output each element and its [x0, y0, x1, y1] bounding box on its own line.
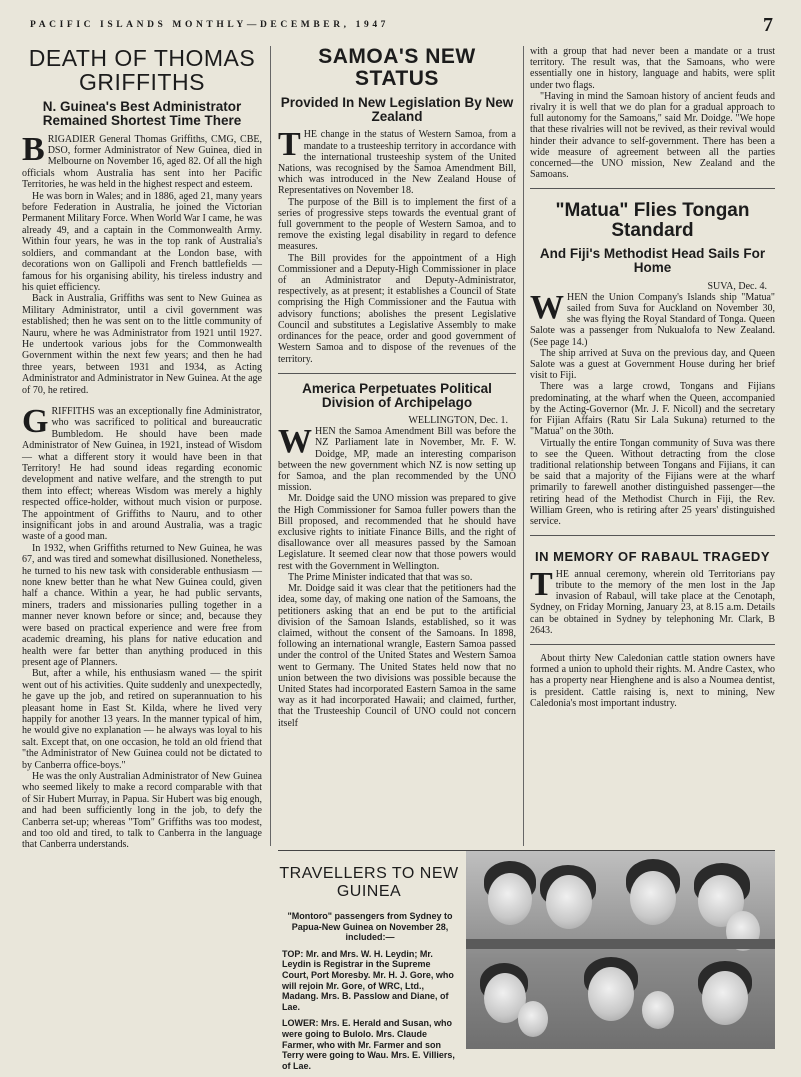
samoa-subtitle: Provided In New Legislation By New Zealand — [280, 95, 514, 125]
page-number: 7 — [763, 14, 773, 36]
column-rule — [270, 46, 271, 846]
america-title: America Perpetuates Political Division of Archipelago — [302, 380, 492, 410]
matua-paragraph: There was a large crowd, Tongans and Fijians predominating, at the wharf when the Queen, accompanied by the Acting-Governor (Mr. J. F. Nicoll) and the secretary for Fijian Affairs (Ratu Sir Lala Sukuna) returned to the "Matua" on the 30th. — [530, 381, 775, 438]
divider — [530, 188, 775, 189]
griffiths-paragraph: BRIGADIER General Thomas Griffiths, CMG, CBE, DSO, former Administrator of New Guinea, died in Melbourne on November 16, aged 82. Of all the high officials whom Australia has sent into her Pacific Territories, he was held in the highest respect and esteem. — [22, 130, 262, 191]
samoa-paragraph: The purpose of the Bill is to implement the first of a series of progressive steps towards the eventual grant of full government to the people of Western Samoa, and to remove the existing legal disability in regard to defence measures. — [278, 196, 516, 253]
divider — [530, 644, 775, 645]
caledonia-paragraph: About thirty New Caledonian cattle station owners have formed a union to uphold their rights. M. Andre Castex, who has a property near Hienghene and is also a Noumea dentist, is president. Cattle raising is, next to mining, New Caledonia's most important industry. — [530, 652, 775, 709]
masthead: PACIFIC ISLANDS MONTHLY—DECEMBER, 1947 — [30, 20, 390, 30]
divider — [530, 535, 775, 536]
column-rule — [523, 46, 524, 846]
america-dateline: WELLINGTON, Dec. 1. — [408, 415, 508, 427]
right-column — [530, 46, 775, 709]
america-paragraph: The Prime Minister indicated that that was so. — [288, 571, 473, 583]
rabaul-title: IN MEMORY OF RABAUL TRAGEDY — [535, 549, 770, 565]
divider — [278, 373, 516, 374]
samoa-title: SAMOA'S NEW STATUS — [318, 45, 476, 91]
samoa-paragraph: THE change in the status of Western Samoa, from a mandate to a trusteeship territory in accordance with the international trusteeship system of the United Nations, was recognised by the Samoa Amendment Bill, which was introduced in the New Zealand House of Representatives on November 18. — [278, 126, 516, 197]
travellers-caption — [282, 911, 458, 1077]
matua-dateline: SUVA, Dec. 4. — [707, 280, 767, 292]
samoa-continued-paragraph: "Having in mind the Samoan history of ancient feuds and rivalry it is well that we do plan for a gradual approach to full autonomy for the Samoans," said Mr. Doidge. "We hope that these rivalries will not be revived, as their revival would hinder their advance to self-government. There has been a wide measure of agreement between all the parties concerned—the UNO mission, New Zealand and the Samoans. — [530, 90, 775, 181]
america-paragraph: WHEN the Samoa Amendment Bill was before the NZ Parliament late in November, Mr. F. W. Doidge, MP, made an interesting comparison between the new government which NZ is now setting up for Samoa, and the plan recommended by the UNO mission. — [278, 423, 516, 494]
griffiths-paragraph: Back in Australia, Griffiths was sent to New Guinea as Military Administrator, until a civil government was established; then he was sent on to the little community of Nauru, where he was Administrator from 1921 until 1927. He undertook various jobs for the Commonwealth Government within the next few years; and then he had three years, between 1931 and 1934, as Acting Administrator and Administrator in New Guinea. At the age of 70, he retired. — [22, 293, 262, 396]
matua-paragraph: Virtually the entire Tongan community of Suva was there to see the Queen. Without detracting from the close traditional relationship between Tongans and Fijians, it can be said that a majority of the Fijians were at the wharf primarily to farewell another distinguished passenger—the retiring head of the Methodist Church in Fiji, the Rev. William Green, who is retiring after 25 years' distinguished service. — [530, 437, 775, 527]
matua-subtitle: And Fiji's Methodist Head Sails For Home — [539, 246, 766, 276]
rabaul-paragraph: THE annual ceremony, wherein old Territorians pay tribute to the memory of the men lost in the Jap invasion of Rabaul, will take place at the Cenotaph, Sydney, on Friday Morning, January 23, at 8.15 a.m. Details can be obtained in Sydney by telephoning Mr. Clark, B 2643. — [530, 565, 775, 636]
griffiths-paragraph: GRIFFITHS was an exceptionally fine Administrator, who was sacrificed to political and bureaucratic Bumbledom. He should have been made Administrator of New Guinea, in 1921, instead of Wisdom — what a different story it would have been in that Territory! He had sound ideas regarding economic development and native welfare, and the strength to put them into effect; whereas Wisdom was merely a highly respected office-holder, without much vision or purpose. The appointment of Griffiths to Nauru, and to other insignificant jobs in and around Australia, was a tragic waste of a good man. — [22, 402, 262, 543]
matua-paragraph: WHEN the Union Company's Islands ship "Matua" sailed from Suva for Auckland on November 30, she was flying the Royal Standard of Tonga. Queen Salote was a passenger from Nukualofa to New Zealand. (See page 14.) — [530, 288, 775, 348]
griffiths-paragraph: In 1932, when Griffiths returned to New Guinea, he was 67, and was tired and somewhat disillusioned. Nonetheless, he turned to his new task with considerable enthusiasm — none knew better than he what New Guinea could, given half a chance. Within a year, he had public servants, miners, traders and missionaries pulling together in a manner never known before or since; and, because they were based on practical experience and were free from academic dreaming, his plans for native education and health were far better than anything produced in this present age of Planners. — [22, 542, 262, 668]
travellers-title: TRAVELLERS TO NEW GUINEA — [279, 865, 459, 900]
travellers-section — [278, 850, 775, 1071]
samoa-article — [278, 46, 516, 729]
america-paragraph: Mr. Doidge said the UNO mission was prepared to give the High Commissioner for Samoa fuller powers than the Bill proposed, and recommended that he should have exclusive rights to initiate Finance Bills, and the right of disallowance over all measures passed by the Samoan Legislature. It seemed clear now that those powers would rest with the Government in Wellington. — [278, 493, 516, 572]
matua-title: "Matua" Flies Tongan Standard — [555, 200, 750, 242]
griffiths-paragraph: He was the only Australian Administrator of New Guinea who seemed likely to make a record comparable with that of Sir Hubert Murray, in Papua. Sir Hubert was big enough, and had been sufficiently long in the job, to defy the Canberra set-up; whereas "Tom" Griffiths was too modest, and too old and tired, to talk to Canberra in the language that Canberra understands. — [22, 770, 262, 851]
america-paragraph: Mr. Doidge said it was clear that the petitioners had the idea, some day, of making one nation of the Samoans, the petitioners asking that an end be put to the artificial division of the Samoan Islands, established, so it was claimed, without the consent of the Samoans. In 1898, following an international wrangle, Eastern Samoa passed under the control of the United States and Western Samoa went to Germany. The United States held now that no union between the two divisions was possible because the United States had incorporated Eastern Samoa in the same way as it had incorporated Hawaii; and claimed, further, that the Trusteeship Council of UNO could not concern itself — [278, 583, 516, 729]
caption-top: TOP: Mr. and Mrs. W. H. Leydin; Mr. Leydin is Registrar in the Supreme Court, Port Moresby. Mr. H. J. Gore, who will rejoin Mr. Gore, of WRC, Ltd., Madang. Mrs. B. Passlow and Diane, of Lae. — [282, 948, 454, 1012]
griffiths-subtitle: N. Guinea's Best Administrator Remained Shortest Time There — [42, 99, 242, 129]
samoa-paragraph: The Bill provides for the appointment of a High Commissioner and a Deputy-High Commissioner in place of an Administrator and Deputy-Administrator, respectively, as at present; it establishes a Council of State comprising the High Commissioner and the Fautua with advisory functions; abolishes the present Legislative Council and substitutes a Legislative Assembly to make ordinances for the peace, order and good government of Western Samoa and to dispose of the revenues of the territory. — [278, 252, 516, 365]
matua-paragraph: The ship arrived at Suva on the previous day, and Queen Salote was a guest at Government House during her brief visit to Fiji. — [530, 347, 775, 382]
caption-intro: "Montoro" passengers from Sydney to Papua-New Guinea on November 28, included:— — [287, 911, 453, 943]
samoa-continued-paragraph: with a group that had never been a mandate or a trust territory. The result was, that the Samoans, who were essentially one in history, language and habits, were split under two flags. — [530, 46, 775, 91]
travellers-photo — [466, 851, 775, 1049]
griffiths-title: DEATH OF THOMAS GRIFFITHS — [28, 45, 256, 96]
caption-lower: LOWER: Mrs. E. Herald and Susan, who were going to Bulolo. Mrs. Claude Farmer, who with Mr. Farmer and son Terry were going to Wau. Mrs. E. Villiers, of Lae. — [282, 1018, 455, 1071]
griffiths-paragraph: He was born in Wales; and in 1886, aged 21, many years before Federation in Australia, he joined the Victorian Permanent Military Force. When World War I came, he was already 49, and a captain in the Commonwealth Army. Within four years, he was in the top rank of Australia's soldiers, and commandant at the London base, with decorations won on Gallipoli and French battlefields — famous for his organising ability, his tireless industry and his quiet efficiency. — [22, 190, 262, 293]
griffiths-paragraph: But, after a while, his enthusiasm waned — the spirit went out of his activities. Quite suddenly and unexpectedly, he gave up the job, and retired on superannuation to his pleasant home in East St. Kilda, where he lived very happily for another 13 years. In the manner typical of him, he would give no explanation — he always was loyal to his salt. Except that, on one occasion, he told an old friend that "the Administrator of New Guinea could not be dictated to by Canberra office-boys." — [22, 668, 262, 771]
griffiths-article — [22, 46, 262, 851]
